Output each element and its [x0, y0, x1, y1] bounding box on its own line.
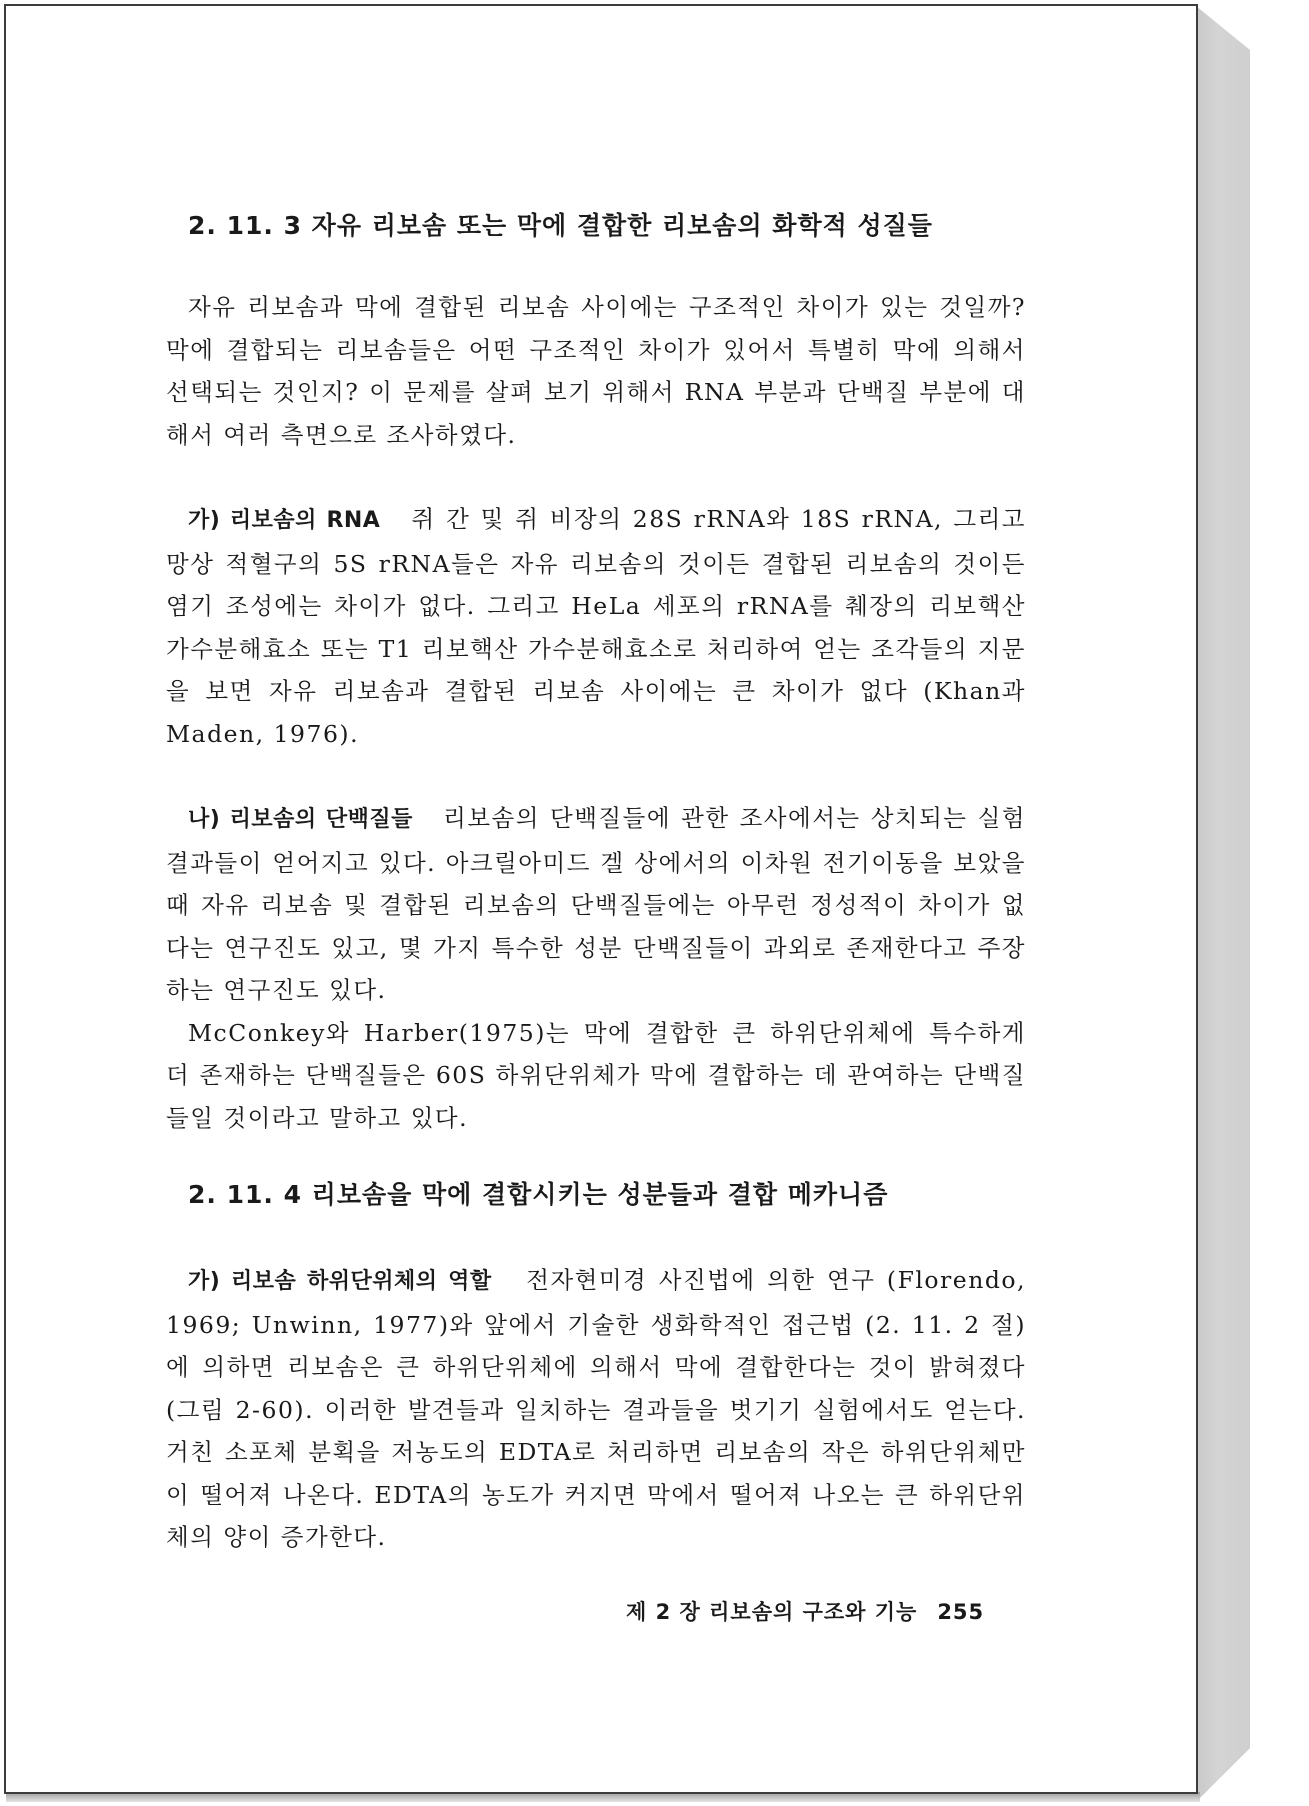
page-footer	[626, 1596, 984, 1626]
subunit-lead: 가) 리보솜 하위단위체의 역할	[188, 1269, 492, 1294]
subunit-text: 전자현미경 사진법에 의한 연구 (Florendo, 1969; Unwinn, 1977)와 앞에서 기술한 생화학적인 접근법 (2. 11. 2 절)에 의하면 리보솜은 큰 하위단위체에 의해서 막에 결합한다는 것이 밝혀졌다 (그림 2-60). 이러한 발견들과 일치하는 결과들을 벗기기 실험에서도 얻는다. 거친 소포체 분획을 저농도의 EDTA로 처리하면 리보솜의 작은 하위단위체만이 떨어져 나온다. EDTA의 농도가 커지면 막에서 떨어져 나오는 큰 하위단위체의 양이 증가한다.	[166, 1266, 1026, 1551]
footer-chapter: 제 2 장 리보솜의 구조와 기능	[626, 1600, 918, 1624]
section-heading-2-11-3: 2. 11. 3 자유 리보솜 또는 막에 결합한 리보솜의 화학적 성질들	[188, 211, 933, 240]
intro-paragraph: 자유 리보솜과 막에 결합된 리보솜 사이에는 구조적인 차이가 있는 것일까? 막에 결합되는 리보솜들은 어떤 구조적인 차이가 있어서 특별히 막에 의해서 선택되는 것인지? 이 문제를 살펴 보기 위해서 RNA 부분과 단백질 부분에 대해서 여러 측면으로 조사하였다.	[166, 293, 1026, 449]
book-page	[4, 4, 1198, 1794]
protein-text: 리보솜의 단백질들에 관한 조사에서는 상치되는 실험결과들이 얻어지고 있다. 아크릴아미드 겔 상에서의 이차원 전기이동을 보았을 때 자유 리보솜 및 결합된 리보솜의 단백질들에는 아무런 정성적이 차이가 없다는 연구진도 있고, 몇 가지 특수한 성분 단백질들이 과외로 존재한다고 주장하는 연구진도 있다.	[166, 804, 1026, 1004]
rna-text: 쥐 간 및 쥐 비장의 28S rRNA와 18S rRNA, 그리고 망상 적혈구의 5S rRNA들은 자유 리보솜의 것이든 결합된 리보솜의 것이든 염기 조성에는 차이가 없다. 그리고 HeLa 세포의 rRNA를 췌장의 리보핵산 가수분해효소 또는 T1 리보핵산 가수분해효소로 처리하여 얻는 조각들의 지문을 보면 자유 리보솜과 결합된 리보솜 사이에는 큰 차이가 없다 (Khan과 Maden, 1976).	[166, 505, 1026, 748]
rna-lead: 가) 리보솜의 RNA	[188, 508, 381, 533]
page-content	[166, 206, 1026, 1559]
book-edge	[1196, 6, 1250, 1802]
protein-paragraph	[166, 797, 1026, 1012]
mcconkey-paragraph: McConkey와 Harber(1975)는 막에 결합한 큰 하위단위체에 특수하게 더 존재하는 단백질들은 60S 하위단위체가 막에 결합하는 데 관여하는 단백질들일 것이라고 말하고 있다.	[166, 1018, 1026, 1132]
subunit-paragraph	[166, 1259, 1026, 1559]
page-number: 255	[937, 1600, 985, 1624]
rna-paragraph	[166, 498, 1026, 755]
protein-lead: 나) 리보솜의 단백질들	[188, 807, 413, 832]
section-heading-2-11-4: 2. 11. 4 리보솜을 막에 결합시키는 성분들과 결합 메카니즘	[188, 1180, 889, 1209]
